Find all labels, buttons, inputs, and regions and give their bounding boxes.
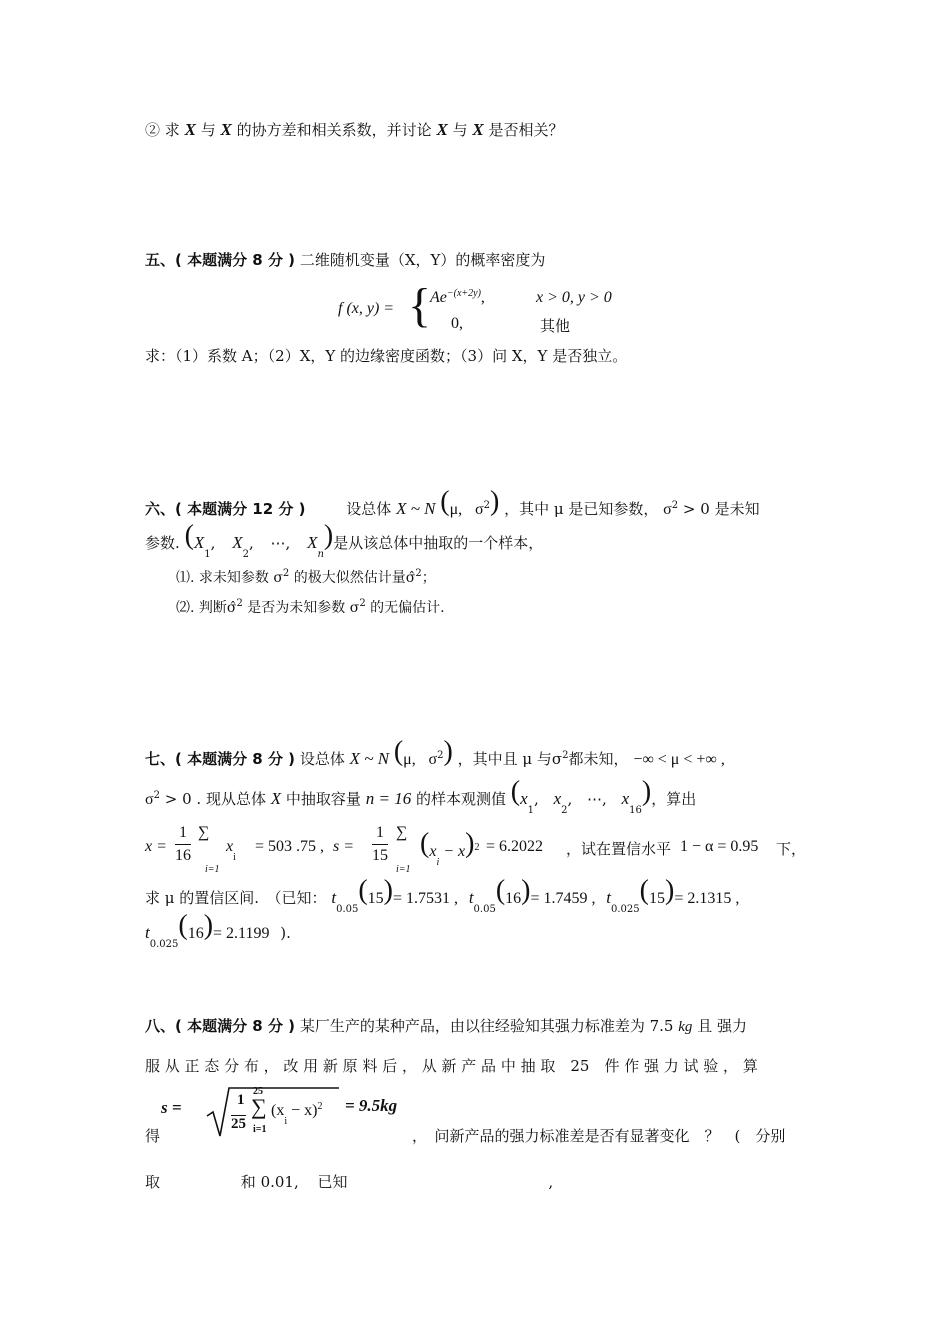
circled-2: ②: [145, 121, 161, 139]
text: 的协方差和相关系数，并讨论: [236, 121, 432, 139]
var-X: X: [184, 120, 196, 139]
q8-heading: 八、( 本题满分 8 分 ): [145, 1017, 296, 1035]
text: 与: [452, 121, 468, 139]
q8-line4: 取 和 0.01, 已知 ,: [145, 1173, 554, 1191]
text: 求: [164, 121, 180, 139]
text: > 0 是未知: [682, 500, 760, 518]
q7-frac1: $\frac{1}{16}$: [175, 822, 191, 867]
text: 参数.: [145, 534, 180, 552]
q7-frac2: $\frac{1}{15}$: [372, 822, 388, 867]
q7-line4: 求 μ 的置信区间. （已知： $t_{0.05}(15)= 1.7531$ , $t_{0.05}(16)= 1.7459$ , $t_{0.025}(15)= 2.1315$ ,: [145, 875, 740, 915]
q8-sqrt-formula: s = 1 25 25 ∑ i=1 $(x_i - x)^2$ = 9.5kg: [205, 1084, 410, 1140]
var-X: X: [220, 120, 232, 139]
text: 是否相关？: [488, 121, 564, 139]
q7-sum1: ∑: [198, 824, 210, 841]
q6-line2: 参数. ($X_1$, $X_2$, ⋯, $X_n$)是从该总体中抽取的一个样本，: [145, 520, 544, 560]
q7-xbar: x =: [145, 838, 167, 855]
q7-line5: $t_{0.025}(16)= 2.1199$ ).: [145, 910, 291, 950]
q5-intro: 二维随机变量（X，Y）的概率密度为: [299, 251, 546, 269]
text: 与: [200, 121, 216, 139]
var-X: X: [472, 120, 484, 139]
q7-xi: $x_i$: [226, 838, 236, 863]
q8-line2: 服 从 正 态 分 布 ， 改 用 新 原 料 后 ， 从 新 产 品 中 抽 取 25 件 作 强 力 试 验 ， 算: [145, 1057, 758, 1075]
q6-line1: 六、( 本题满分 12 分 ) 设总体 X ~ N (μ, $\sigma^2$) ，其中 μ 是已知参数， $\sigma^2 > 0$ 是未知: [145, 486, 760, 518]
q5-lhs: f (x, y) =: [338, 300, 395, 317]
var-X: X: [436, 120, 448, 139]
q7-conf-end: 下，: [776, 840, 807, 858]
q4-item2-line: [145, 120, 564, 140]
q5-case1: $Ae^{-(x+2y)}$,: [430, 288, 485, 306]
q6-sub1: ⑴. 求未知参数 $\sigma^2$ 的极大似然估计量σ̂$^2$；: [176, 568, 436, 586]
q7-sum2: ∑: [396, 824, 408, 841]
q5-case2-cond: 其他: [540, 317, 571, 335]
q5-question: [145, 346, 627, 366]
q7-sum1-lower: i=1: [205, 864, 220, 875]
q7-s-body: $(x_i - x)^2$: [420, 828, 480, 868]
q6-sub2: ⑵. 判断σ̂$^2$ 是否为未知参数 $\sigma^2$ 的无偏估计.: [176, 598, 445, 616]
q5-brace: {: [408, 279, 432, 332]
q7-line1: 七、( 本题满分 8 分 ) 设总体 X ~ N (μ, $\sigma^2$) ，其中且 μ 与$\sigma^2$都未知， −∞ < μ < +∞ ,: [145, 736, 725, 768]
q8-line3: ， 问新产品的强力标准差是否有显著变化 ？ ( 分别: [412, 1127, 786, 1145]
q7-heading: 七、( 本题满分 8 分 ): [145, 750, 296, 768]
q7-xbar-value: = 503 .75 ,: [255, 838, 325, 855]
text: 是从该总体中抽取的一个样本，: [333, 534, 544, 552]
q5-case2: 0,: [451, 315, 463, 332]
q8-de: 得: [145, 1127, 161, 1145]
q5-heading: 五、( 本题满分 8 分 ): [145, 251, 296, 269]
q8-line1: 八、( 本题满分 8 分 ) 某厂生产的某种产品，由以往经验知其强力标准差为 7.5 kg 且 强力: [145, 1017, 747, 1035]
q5-title-line: [145, 250, 545, 270]
q8-sqrt-body: $(x_i - x)^2$: [271, 1101, 323, 1127]
q6-heading: 六、( 本题满分 12 分 ): [145, 500, 306, 518]
text: 求：（1）系数 A；（2）X，Y 的边缘密度函数；（3）问 X，Y 是否独立。: [145, 347, 628, 365]
q7-line2: $\sigma^2 > 0$ . 现从总体 X 中抽取容量 n = 16 的样本观测值 ($x_1$, $x_2$, ⋯, $x_{16}$)，算出: [145, 776, 697, 816]
math: X ~ N: [396, 499, 436, 518]
q7-s-value: = 6.2022: [486, 838, 544, 855]
q7-sum2-lower: i=1: [396, 864, 411, 875]
q5-case1-cond: x > 0, y > 0: [536, 289, 612, 306]
q7-s: s =: [333, 838, 355, 855]
q7-conf-text: ，试在置信水平: [566, 840, 672, 858]
text: ，其中 μ 是已知参数，: [504, 500, 659, 518]
q7-conf: 1 − α = 0.95: [680, 838, 759, 855]
text: 设总体: [346, 500, 392, 518]
